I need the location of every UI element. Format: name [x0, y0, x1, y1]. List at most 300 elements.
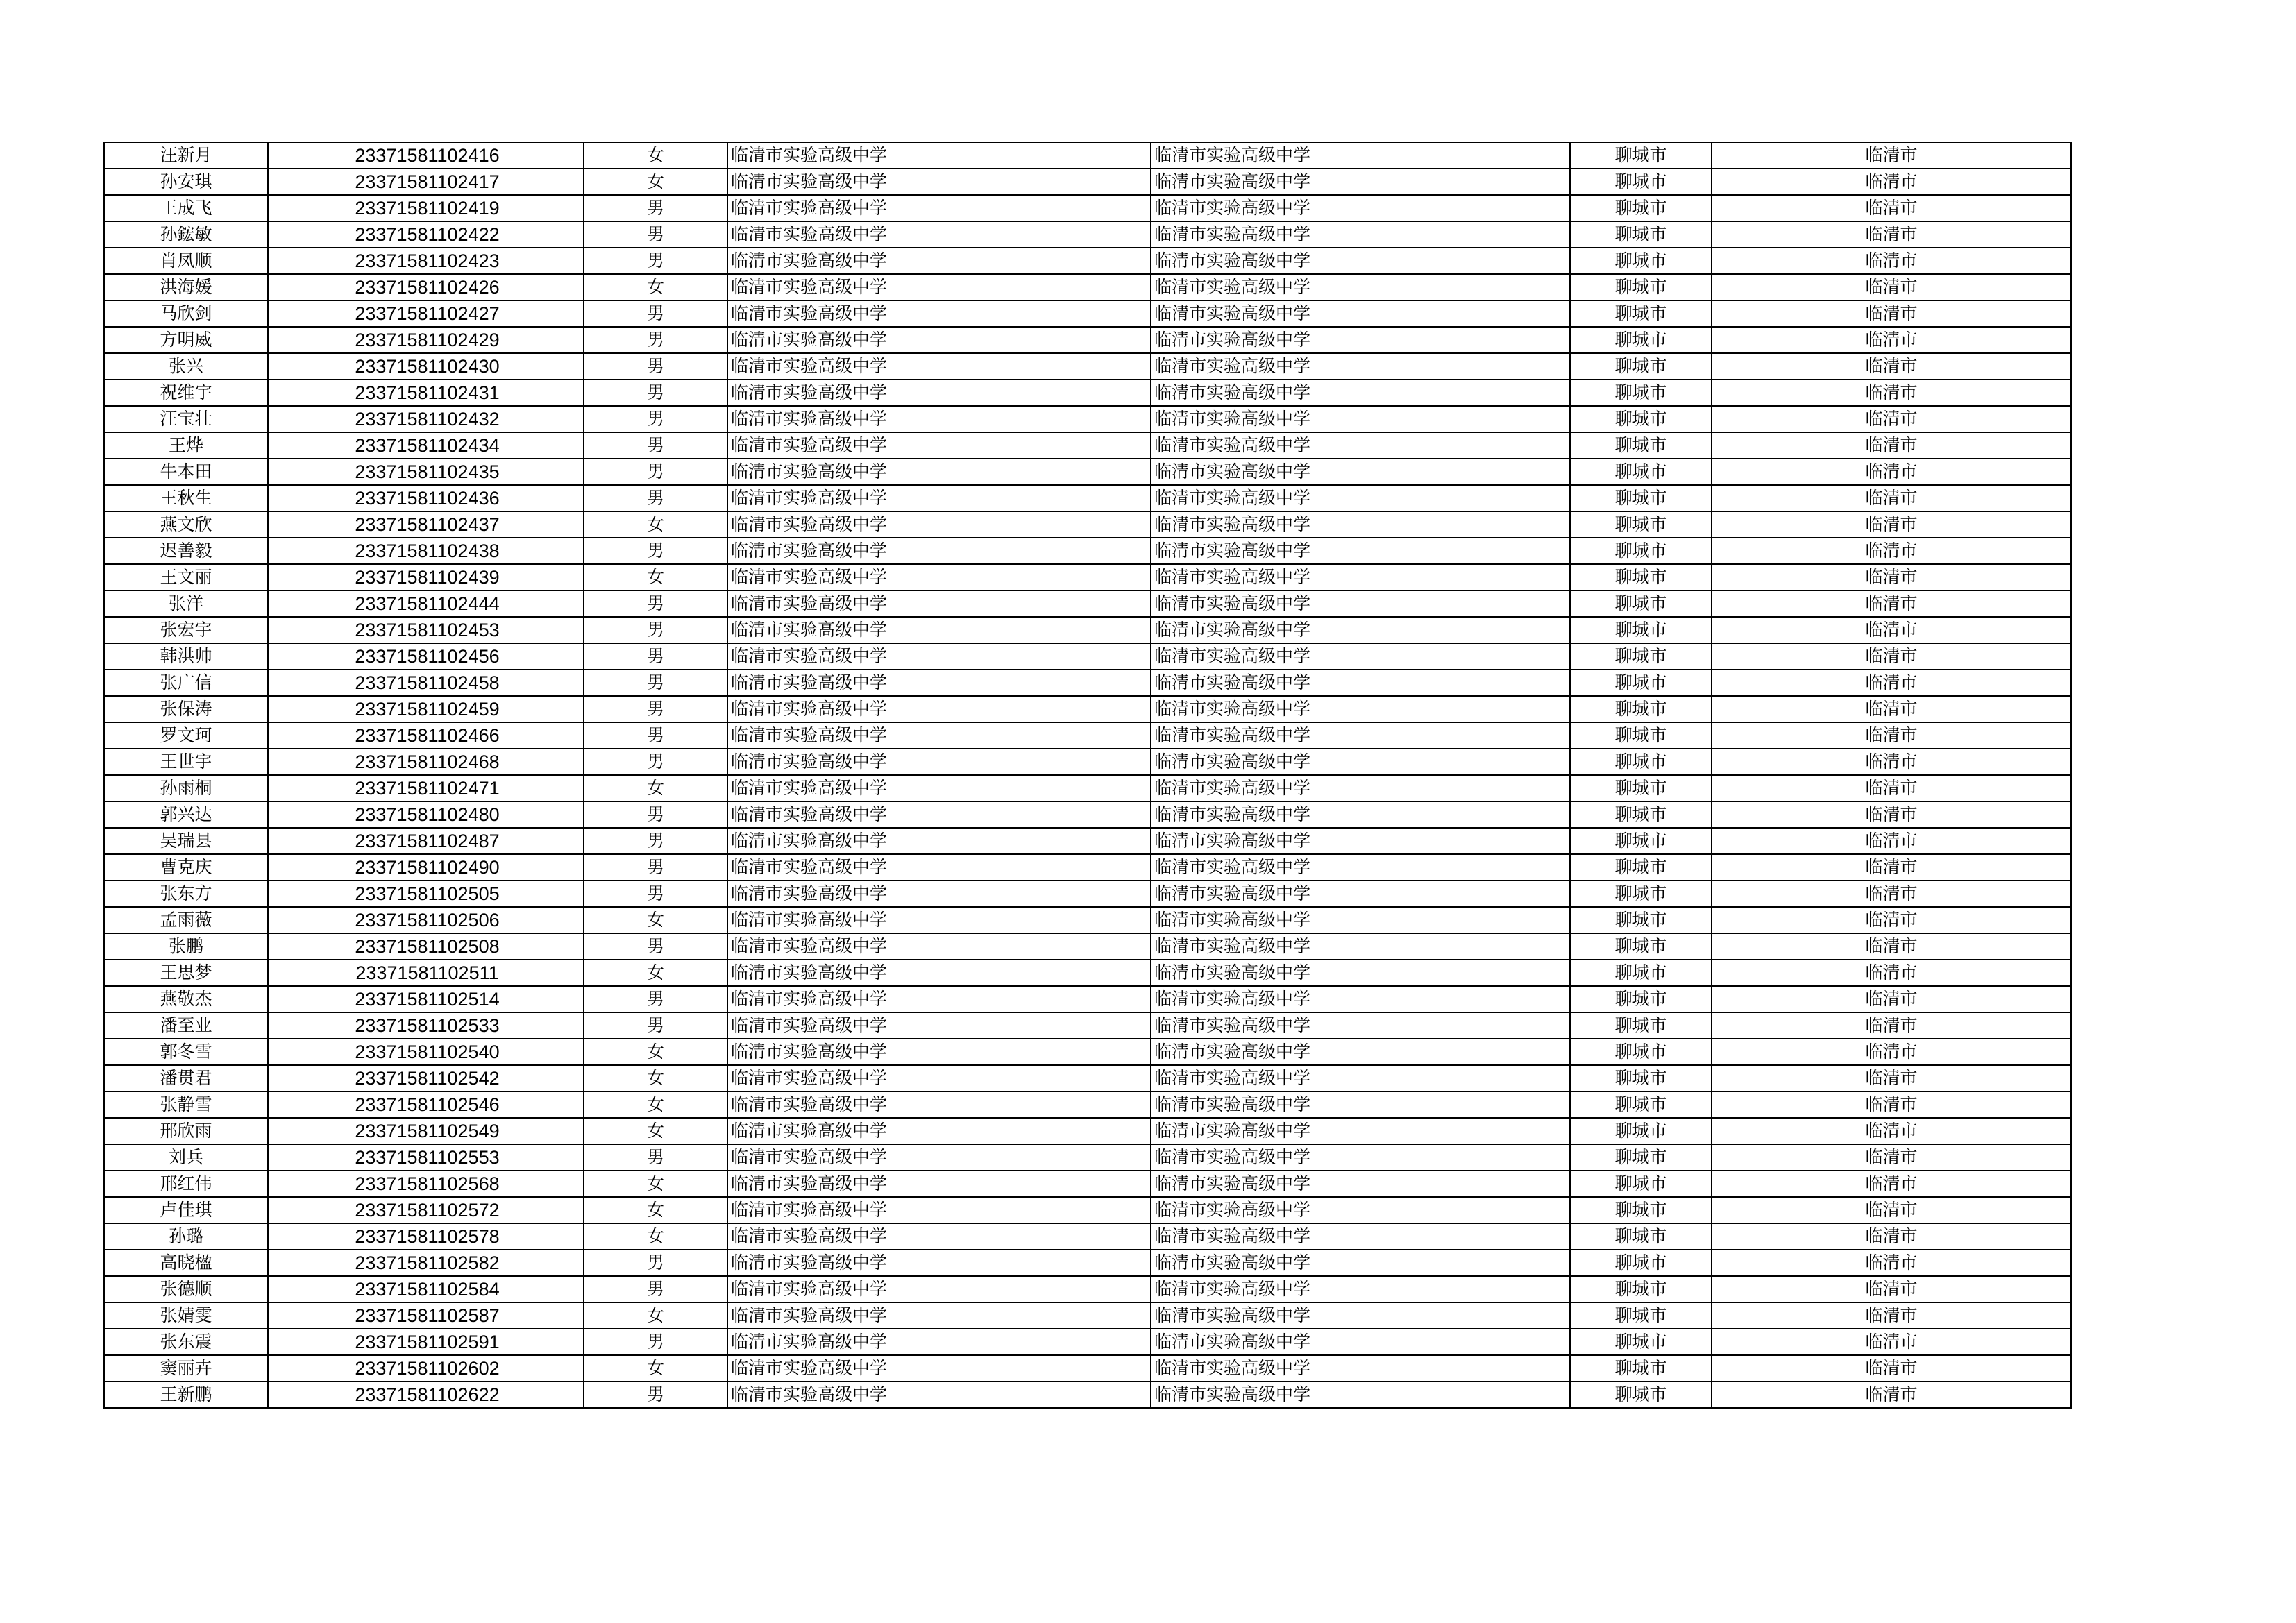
county-cell: 临清市	[1712, 986, 2071, 1012]
school-cell: 临清市实验高级中学	[727, 538, 1151, 564]
exam-id-cell: 23371581102437	[268, 511, 584, 538]
table-row	[104, 828, 2071, 854]
gender-cell: 男	[584, 722, 727, 749]
table-row	[104, 1250, 2071, 1276]
gender-cell: 男	[584, 432, 727, 459]
student-name-cell: 王文丽	[104, 564, 268, 590]
gender-cell: 男	[584, 459, 727, 485]
gender-cell: 男	[584, 854, 727, 881]
student-name-cell: 张东震	[104, 1329, 268, 1355]
school-cell: 临清市实验高级中学	[727, 933, 1151, 960]
county-cell: 临清市	[1712, 1355, 2071, 1382]
gender-cell: 男	[584, 1329, 727, 1355]
gender-cell: 女	[584, 1355, 727, 1382]
city-cell: 聊城市	[1570, 722, 1712, 749]
county-cell: 临清市	[1712, 881, 2071, 907]
county-cell: 临清市	[1712, 406, 2071, 432]
school-cell: 临清市实验高级中学	[727, 828, 1151, 854]
county-cell: 临清市	[1712, 775, 2071, 801]
student-name-cell: 张静雪	[104, 1091, 268, 1118]
exam-id-cell: 23371581102584	[268, 1276, 584, 1302]
exam-id-cell: 23371581102505	[268, 881, 584, 907]
table-row	[104, 590, 2071, 617]
county-cell: 临清市	[1712, 221, 2071, 248]
student-name-cell: 孟雨薇	[104, 907, 268, 933]
exam-id-cell: 23371581102542	[268, 1065, 584, 1091]
exam-id-cell: 23371581102553	[268, 1144, 584, 1171]
exam-id-cell: 23371581102602	[268, 1355, 584, 1382]
table-row	[104, 1039, 2071, 1065]
gender-cell: 男	[584, 986, 727, 1012]
school-cell: 临清市实验高级中学	[727, 801, 1151, 828]
county-cell: 临清市	[1712, 1039, 2071, 1065]
city-cell: 聊城市	[1570, 1039, 1712, 1065]
registered-school-cell: 临清市实验高级中学	[1151, 1276, 1570, 1302]
table-row	[104, 722, 2071, 749]
school-cell: 临清市实验高级中学	[727, 1302, 1151, 1329]
registered-school-cell: 临清市实验高级中学	[1151, 459, 1570, 485]
registered-school-cell: 临清市实验高级中学	[1151, 1355, 1570, 1382]
table-row	[104, 986, 2071, 1012]
registered-school-cell: 临清市实验高级中学	[1151, 1118, 1570, 1144]
registered-school-cell: 临清市实验高级中学	[1151, 986, 1570, 1012]
student-name-cell: 汪宝壮	[104, 406, 268, 432]
school-cell: 临清市实验高级中学	[727, 696, 1151, 722]
school-cell: 临清市实验高级中学	[727, 142, 1151, 169]
table-row	[104, 1118, 2071, 1144]
school-cell: 临清市实验高级中学	[727, 406, 1151, 432]
county-cell: 临清市	[1712, 1329, 2071, 1355]
county-cell: 临清市	[1712, 511, 2071, 538]
student-name-cell: 王新鹏	[104, 1382, 268, 1408]
county-cell: 临清市	[1712, 1065, 2071, 1091]
registered-school-cell: 临清市实验高级中学	[1151, 960, 1570, 986]
table-row	[104, 617, 2071, 643]
gender-cell: 男	[584, 881, 727, 907]
student-name-cell: 张广信	[104, 670, 268, 696]
student-name-cell: 罗文珂	[104, 722, 268, 749]
city-cell: 聊城市	[1570, 933, 1712, 960]
county-cell: 临清市	[1712, 142, 2071, 169]
table-row	[104, 1091, 2071, 1118]
student-name-cell: 王思梦	[104, 960, 268, 986]
exam-id-cell: 23371581102540	[268, 1039, 584, 1065]
table-row	[104, 775, 2071, 801]
county-cell: 临清市	[1712, 722, 2071, 749]
city-cell: 聊城市	[1570, 538, 1712, 564]
registered-school-cell: 临清市实验高级中学	[1151, 353, 1570, 380]
gender-cell: 男	[584, 1250, 727, 1276]
school-cell: 临清市实验高级中学	[727, 1223, 1151, 1250]
student-name-cell: 马欣剑	[104, 300, 268, 327]
county-cell: 临清市	[1712, 670, 2071, 696]
student-name-cell: 王烨	[104, 432, 268, 459]
student-name-cell: 吴瑞县	[104, 828, 268, 854]
city-cell: 聊城市	[1570, 353, 1712, 380]
exam-id-cell: 23371581102506	[268, 907, 584, 933]
exam-id-cell: 23371581102422	[268, 221, 584, 248]
registered-school-cell: 临清市实验高级中学	[1151, 432, 1570, 459]
gender-cell: 男	[584, 406, 727, 432]
city-cell: 聊城市	[1570, 459, 1712, 485]
registered-school-cell: 临清市实验高级中学	[1151, 881, 1570, 907]
registered-school-cell: 临清市实验高级中学	[1151, 142, 1570, 169]
exam-id-cell: 23371581102456	[268, 643, 584, 670]
registered-school-cell: 临清市实验高级中学	[1151, 406, 1570, 432]
gender-cell: 男	[584, 617, 727, 643]
table-row	[104, 670, 2071, 696]
registered-school-cell: 临清市实验高级中学	[1151, 1039, 1570, 1065]
county-cell: 临清市	[1712, 564, 2071, 590]
gender-cell: 男	[584, 327, 727, 353]
exam-id-cell: 23371581102490	[268, 854, 584, 881]
school-cell: 临清市实验高级中学	[727, 1091, 1151, 1118]
exam-id-cell: 23371581102439	[268, 564, 584, 590]
gender-cell: 女	[584, 775, 727, 801]
county-cell: 临清市	[1712, 907, 2071, 933]
registered-school-cell: 临清市实验高级中学	[1151, 1329, 1570, 1355]
city-cell: 聊城市	[1570, 1012, 1712, 1039]
gender-cell: 女	[584, 960, 727, 986]
county-cell: 临清市	[1712, 854, 2071, 881]
table-row	[104, 538, 2071, 564]
county-cell: 临清市	[1712, 960, 2071, 986]
registered-school-cell: 临清市实验高级中学	[1151, 564, 1570, 590]
school-cell: 临清市实验高级中学	[727, 1012, 1151, 1039]
city-cell: 聊城市	[1570, 1355, 1712, 1382]
student-name-cell: 潘贯君	[104, 1065, 268, 1091]
exam-id-cell: 23371581102466	[268, 722, 584, 749]
county-cell: 临清市	[1712, 1144, 2071, 1171]
city-cell: 聊城市	[1570, 775, 1712, 801]
exam-id-cell: 23371581102419	[268, 195, 584, 221]
student-name-cell: 曹克庆	[104, 854, 268, 881]
exam-id-cell: 23371581102459	[268, 696, 584, 722]
county-cell: 临清市	[1712, 801, 2071, 828]
exam-id-cell: 23371581102427	[268, 300, 584, 327]
city-cell: 聊城市	[1570, 1118, 1712, 1144]
gender-cell: 女	[584, 1065, 727, 1091]
registered-school-cell: 临清市实验高级中学	[1151, 1197, 1570, 1223]
gender-cell: 女	[584, 1223, 727, 1250]
county-cell: 临清市	[1712, 1197, 2071, 1223]
student-name-cell: 孙安琪	[104, 169, 268, 195]
exam-id-cell: 23371581102549	[268, 1118, 584, 1144]
county-cell: 临清市	[1712, 538, 2071, 564]
county-cell: 临清市	[1712, 353, 2071, 380]
school-cell: 临清市实验高级中学	[727, 1171, 1151, 1197]
gender-cell: 男	[584, 933, 727, 960]
county-cell: 临清市	[1712, 1171, 2071, 1197]
school-cell: 临清市实验高级中学	[727, 1355, 1151, 1382]
exam-id-cell: 23371581102578	[268, 1223, 584, 1250]
exam-id-cell: 23371581102508	[268, 933, 584, 960]
student-name-cell: 迟善毅	[104, 538, 268, 564]
city-cell: 聊城市	[1570, 406, 1712, 432]
county-cell: 临清市	[1712, 1091, 2071, 1118]
table-row	[104, 564, 2071, 590]
gender-cell: 男	[584, 670, 727, 696]
gender-cell: 女	[584, 1302, 727, 1329]
city-cell: 聊城市	[1570, 670, 1712, 696]
county-cell: 临清市	[1712, 749, 2071, 775]
table-row	[104, 485, 2071, 511]
exam-id-cell: 23371581102430	[268, 353, 584, 380]
exam-id-cell: 23371581102431	[268, 380, 584, 406]
exam-id-cell: 23371581102417	[268, 169, 584, 195]
city-cell: 聊城市	[1570, 749, 1712, 775]
school-cell: 临清市实验高级中学	[727, 432, 1151, 459]
gender-cell: 男	[584, 749, 727, 775]
exam-id-cell: 23371581102487	[268, 828, 584, 854]
exam-id-cell: 23371581102533	[268, 1012, 584, 1039]
city-cell: 聊城市	[1570, 432, 1712, 459]
table-row	[104, 1382, 2071, 1408]
gender-cell: 女	[584, 1091, 727, 1118]
exam-id-cell: 23371581102572	[268, 1197, 584, 1223]
gender-cell: 女	[584, 1039, 727, 1065]
city-cell: 聊城市	[1570, 1302, 1712, 1329]
gender-cell: 女	[584, 142, 727, 169]
county-cell: 临清市	[1712, 432, 2071, 459]
school-cell: 临清市实验高级中学	[727, 854, 1151, 881]
city-cell: 聊城市	[1570, 511, 1712, 538]
registered-school-cell: 临清市实验高级中学	[1151, 828, 1570, 854]
registered-school-cell: 临清市实验高级中学	[1151, 722, 1570, 749]
school-cell: 临清市实验高级中学	[727, 907, 1151, 933]
county-cell: 临清市	[1712, 1012, 2071, 1039]
registered-school-cell: 临清市实验高级中学	[1151, 221, 1570, 248]
county-cell: 临清市	[1712, 1250, 2071, 1276]
student-name-cell: 张兴	[104, 353, 268, 380]
gender-cell: 女	[584, 274, 727, 300]
registered-school-cell: 临清市实验高级中学	[1151, 300, 1570, 327]
city-cell: 聊城市	[1570, 169, 1712, 195]
registered-school-cell: 临清市实验高级中学	[1151, 749, 1570, 775]
county-cell: 临清市	[1712, 169, 2071, 195]
city-cell: 聊城市	[1570, 485, 1712, 511]
table-row	[104, 195, 2071, 221]
table-row	[104, 1302, 2071, 1329]
gender-cell: 男	[584, 1012, 727, 1039]
student-name-cell: 肖凤顺	[104, 248, 268, 274]
school-cell: 临清市实验高级中学	[727, 274, 1151, 300]
table-row	[104, 1171, 2071, 1197]
student-name-cell: 孙雨桐	[104, 775, 268, 801]
school-cell: 临清市实验高级中学	[727, 1382, 1151, 1408]
registered-school-cell: 临清市实验高级中学	[1151, 590, 1570, 617]
city-cell: 聊城市	[1570, 854, 1712, 881]
student-name-cell: 祝维宇	[104, 380, 268, 406]
registered-school-cell: 临清市实验高级中学	[1151, 801, 1570, 828]
school-cell: 临清市实验高级中学	[727, 1039, 1151, 1065]
school-cell: 临清市实验高级中学	[727, 590, 1151, 617]
city-cell: 聊城市	[1570, 881, 1712, 907]
county-cell: 临清市	[1712, 195, 2071, 221]
gender-cell: 男	[584, 696, 727, 722]
table-row	[104, 406, 2071, 432]
exam-id-cell: 23371581102587	[268, 1302, 584, 1329]
student-name-cell: 潘至业	[104, 1012, 268, 1039]
city-cell: 聊城市	[1570, 960, 1712, 986]
student-name-cell: 张宏宇	[104, 617, 268, 643]
table-row	[104, 1329, 2071, 1355]
exam-id-cell: 23371581102568	[268, 1171, 584, 1197]
county-cell: 临清市	[1712, 696, 2071, 722]
gender-cell: 男	[584, 590, 727, 617]
student-name-cell: 高晓楹	[104, 1250, 268, 1276]
gender-cell: 女	[584, 1197, 727, 1223]
school-cell: 临清市实验高级中学	[727, 1144, 1151, 1171]
registered-school-cell: 临清市实验高级中学	[1151, 907, 1570, 933]
county-cell: 临清市	[1712, 1382, 2071, 1408]
city-cell: 聊城市	[1570, 1382, 1712, 1408]
table-row	[104, 960, 2071, 986]
city-cell: 聊城市	[1570, 617, 1712, 643]
exam-id-cell: 23371581102438	[268, 538, 584, 564]
registered-school-cell: 临清市实验高级中学	[1151, 1065, 1570, 1091]
gender-cell: 女	[584, 169, 727, 195]
school-cell: 临清市实验高级中学	[727, 353, 1151, 380]
gender-cell: 女	[584, 511, 727, 538]
school-cell: 临清市实验高级中学	[727, 380, 1151, 406]
school-cell: 临清市实验高级中学	[727, 1329, 1151, 1355]
registered-school-cell: 临清市实验高级中学	[1151, 538, 1570, 564]
exam-id-cell: 23371581102546	[268, 1091, 584, 1118]
city-cell: 聊城市	[1570, 274, 1712, 300]
registered-school-cell: 临清市实验高级中学	[1151, 1382, 1570, 1408]
student-name-cell: 王世宇	[104, 749, 268, 775]
student-name-cell: 洪海媛	[104, 274, 268, 300]
table-row	[104, 248, 2071, 274]
student-name-cell: 郭冬雪	[104, 1039, 268, 1065]
registered-school-cell: 临清市实验高级中学	[1151, 1171, 1570, 1197]
county-cell: 临清市	[1712, 459, 2071, 485]
city-cell: 聊城市	[1570, 142, 1712, 169]
student-name-cell: 邢红伟	[104, 1171, 268, 1197]
school-cell: 临清市实验高级中学	[727, 749, 1151, 775]
registered-school-cell: 临清市实验高级中学	[1151, 854, 1570, 881]
school-cell: 临清市实验高级中学	[727, 485, 1151, 511]
registered-school-cell: 临清市实验高级中学	[1151, 1144, 1570, 1171]
table-row	[104, 300, 2071, 327]
exam-id-cell: 23371581102435	[268, 459, 584, 485]
table-row	[104, 933, 2071, 960]
exam-id-cell: 23371581102444	[268, 590, 584, 617]
gender-cell: 男	[584, 1276, 727, 1302]
school-cell: 临清市实验高级中学	[727, 670, 1151, 696]
gender-cell: 男	[584, 485, 727, 511]
student-name-cell: 孙璐	[104, 1223, 268, 1250]
school-cell: 临清市实验高级中学	[727, 248, 1151, 274]
table-row	[104, 907, 2071, 933]
city-cell: 聊城市	[1570, 1144, 1712, 1171]
school-cell: 临清市实验高级中学	[727, 221, 1151, 248]
city-cell: 聊城市	[1570, 221, 1712, 248]
table-row	[104, 511, 2071, 538]
student-name-cell: 张洋	[104, 590, 268, 617]
school-cell: 临清市实验高级中学	[727, 195, 1151, 221]
student-name-cell: 张保涛	[104, 696, 268, 722]
city-cell: 聊城市	[1570, 1091, 1712, 1118]
table-row	[104, 169, 2071, 195]
exam-id-cell: 23371581102432	[268, 406, 584, 432]
registered-school-cell: 临清市实验高级中学	[1151, 327, 1570, 353]
roster-table-body	[104, 142, 2071, 1408]
table-row	[104, 1197, 2071, 1223]
exam-id-cell: 23371581102622	[268, 1382, 584, 1408]
gender-cell: 女	[584, 907, 727, 933]
registered-school-cell: 临清市实验高级中学	[1151, 195, 1570, 221]
table-row	[104, 854, 2071, 881]
school-cell: 临清市实验高级中学	[727, 1250, 1151, 1276]
school-cell: 临清市实验高级中学	[727, 1197, 1151, 1223]
exam-id-cell: 23371581102471	[268, 775, 584, 801]
gender-cell: 男	[584, 1144, 727, 1171]
school-cell: 临清市实验高级中学	[727, 643, 1151, 670]
exam-id-cell: 23371581102426	[268, 274, 584, 300]
school-cell: 临清市实验高级中学	[727, 169, 1151, 195]
registered-school-cell: 临清市实验高级中学	[1151, 1012, 1570, 1039]
city-cell: 聊城市	[1570, 986, 1712, 1012]
school-cell: 临清市实验高级中学	[727, 722, 1151, 749]
gender-cell: 男	[584, 643, 727, 670]
gender-cell: 男	[584, 538, 727, 564]
gender-cell: 男	[584, 221, 727, 248]
school-cell: 临清市实验高级中学	[727, 775, 1151, 801]
county-cell: 临清市	[1712, 1302, 2071, 1329]
table-row	[104, 1355, 2071, 1382]
table-row	[104, 274, 2071, 300]
county-cell: 临清市	[1712, 1223, 2071, 1250]
county-cell: 临清市	[1712, 1276, 2071, 1302]
student-name-cell: 孙鋐敏	[104, 221, 268, 248]
registered-school-cell: 临清市实验高级中学	[1151, 1223, 1570, 1250]
school-cell: 临清市实验高级中学	[727, 564, 1151, 590]
gender-cell: 男	[584, 380, 727, 406]
county-cell: 临清市	[1712, 248, 2071, 274]
table-row	[104, 1144, 2071, 1171]
county-cell: 临清市	[1712, 274, 2071, 300]
student-name-cell: 燕敬杰	[104, 986, 268, 1012]
exam-id-cell: 23371581102480	[268, 801, 584, 828]
student-name-cell: 王秋生	[104, 485, 268, 511]
registered-school-cell: 临清市实验高级中学	[1151, 1091, 1570, 1118]
table-row	[104, 1012, 2071, 1039]
exam-id-cell: 23371581102514	[268, 986, 584, 1012]
table-row	[104, 749, 2071, 775]
gender-cell: 男	[584, 353, 727, 380]
student-name-cell: 张婧雯	[104, 1302, 268, 1329]
gender-cell: 女	[584, 1171, 727, 1197]
registered-school-cell: 临清市实验高级中学	[1151, 696, 1570, 722]
school-cell: 临清市实验高级中学	[727, 1276, 1151, 1302]
table-row	[104, 696, 2071, 722]
exam-id-cell: 23371581102468	[268, 749, 584, 775]
gender-cell: 男	[584, 828, 727, 854]
city-cell: 聊城市	[1570, 1276, 1712, 1302]
registered-school-cell: 临清市实验高级中学	[1151, 380, 1570, 406]
student-name-cell: 郭兴达	[104, 801, 268, 828]
county-cell: 临清市	[1712, 380, 2071, 406]
student-name-cell: 张鹏	[104, 933, 268, 960]
registered-school-cell: 临清市实验高级中学	[1151, 1302, 1570, 1329]
registered-school-cell: 临清市实验高级中学	[1151, 511, 1570, 538]
student-name-cell: 张德顺	[104, 1276, 268, 1302]
exam-id-cell: 23371581102591	[268, 1329, 584, 1355]
student-name-cell: 汪新月	[104, 142, 268, 169]
table-row	[104, 1223, 2071, 1250]
